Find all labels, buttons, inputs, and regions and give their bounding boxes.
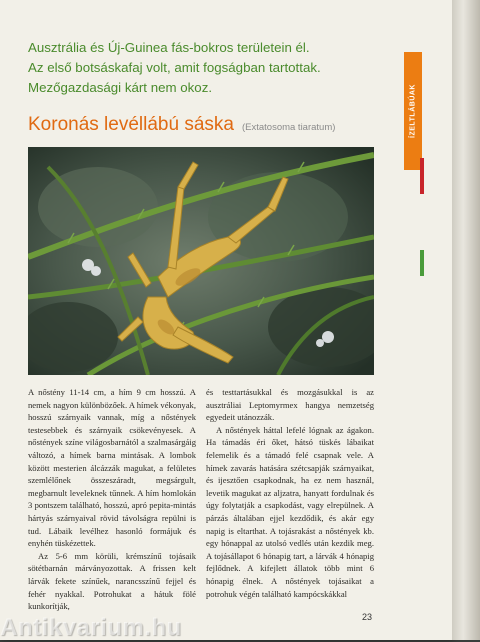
green-edge-marker bbox=[420, 250, 424, 276]
section-tab-label: ÍZELTLÁBÚAK bbox=[409, 84, 417, 138]
insect-photo bbox=[28, 147, 374, 375]
article-title bbox=[28, 114, 408, 136]
paragraph: A nőstény 11-14 cm, a hím 9 cm hosszú. A nemek nagyon különbözőek. A hímek vékonyak, hosszú szárnyaik vannak, míg a nőstények testesebbek és szárnyaik csökevényesek. A nőstények színe világosbarnától a szalmasárgáig változó, a hímek barna mintásak. A lombok között mesterien álcázzák magukat, a felületes szemlélőnek összeszáradt, megsárgult, megbarnult leveleknek tűnnek. A hím homlokán 3 pontszem található, hosszú, apró pepita-mintás hártyás szárnyaival rövid távolságra repülni is tud. Lábaik levélhez hasonló formájuk és enyhén tüskézettek. bbox=[28, 387, 196, 549]
species-name: Koronás levéllábú sáska bbox=[28, 114, 234, 135]
paragraph: A nőstények háttal lefelé lógnak az ágakon. Ha támadás éri őket, hátsó tüskés lábaikat felemelik és a támadó felé csapnak vele. A hímek zavarás hatására szétcsapják szárnyaikat, és ijesztően csapkodnak, ha ez nem használ, levetik magukat az aljzatra, hanyatt fordulnak és úgy folytatják a csapkodást, vagy elrepülnek. A párzás általában ejjel kezdődik, és akár egy napig is eltarthat. A tojásrakást a nőstények kb. egy hónappal az utolsó vedlés után kezdik meg. A tojásállapot 6 hónapig tart, a lárvák 4 hónapig fejlődnek. A kifejlett állatok több mint 6 hónapig élnek. A nőstények tojásaikat a potrohuk végén található kampócskákkal bbox=[206, 424, 374, 599]
text-column-left bbox=[28, 386, 196, 613]
intro-line: Ausztrália és Új-Guinea fás-bokros területein él. bbox=[28, 40, 310, 55]
section-tab bbox=[404, 52, 422, 170]
intro-text bbox=[28, 38, 398, 98]
scientific-name: (Extatosoma tiaratum) bbox=[241, 122, 336, 133]
intro-line: Az első botsáskafaj volt, amit fogságban tartottak. bbox=[28, 60, 321, 75]
paragraph: és testtartásukkal és mozgásukkal is az ausztráliai Leptomyrmex hangya nemzetség egyedeit utánozzák. bbox=[206, 387, 374, 423]
red-edge-marker bbox=[420, 158, 424, 194]
page-stack-edge bbox=[452, 0, 480, 640]
text-column-right bbox=[206, 386, 374, 600]
paragraph: Az 5-6 mm körüli, krémszínű tojásaik sötétbarnán márványozottak. A frissen kelt lárvák fekete színűek, narancsszínű fejjel és fehér nyakkal. Potrohukat a hátuk fölé kunkorítják, bbox=[28, 550, 196, 612]
page-number: 23 bbox=[362, 612, 373, 622]
watermark: Antikvarium.hu bbox=[0, 614, 182, 641]
intro-line: Mezőgazdasági kárt nem okoz. bbox=[28, 80, 213, 95]
